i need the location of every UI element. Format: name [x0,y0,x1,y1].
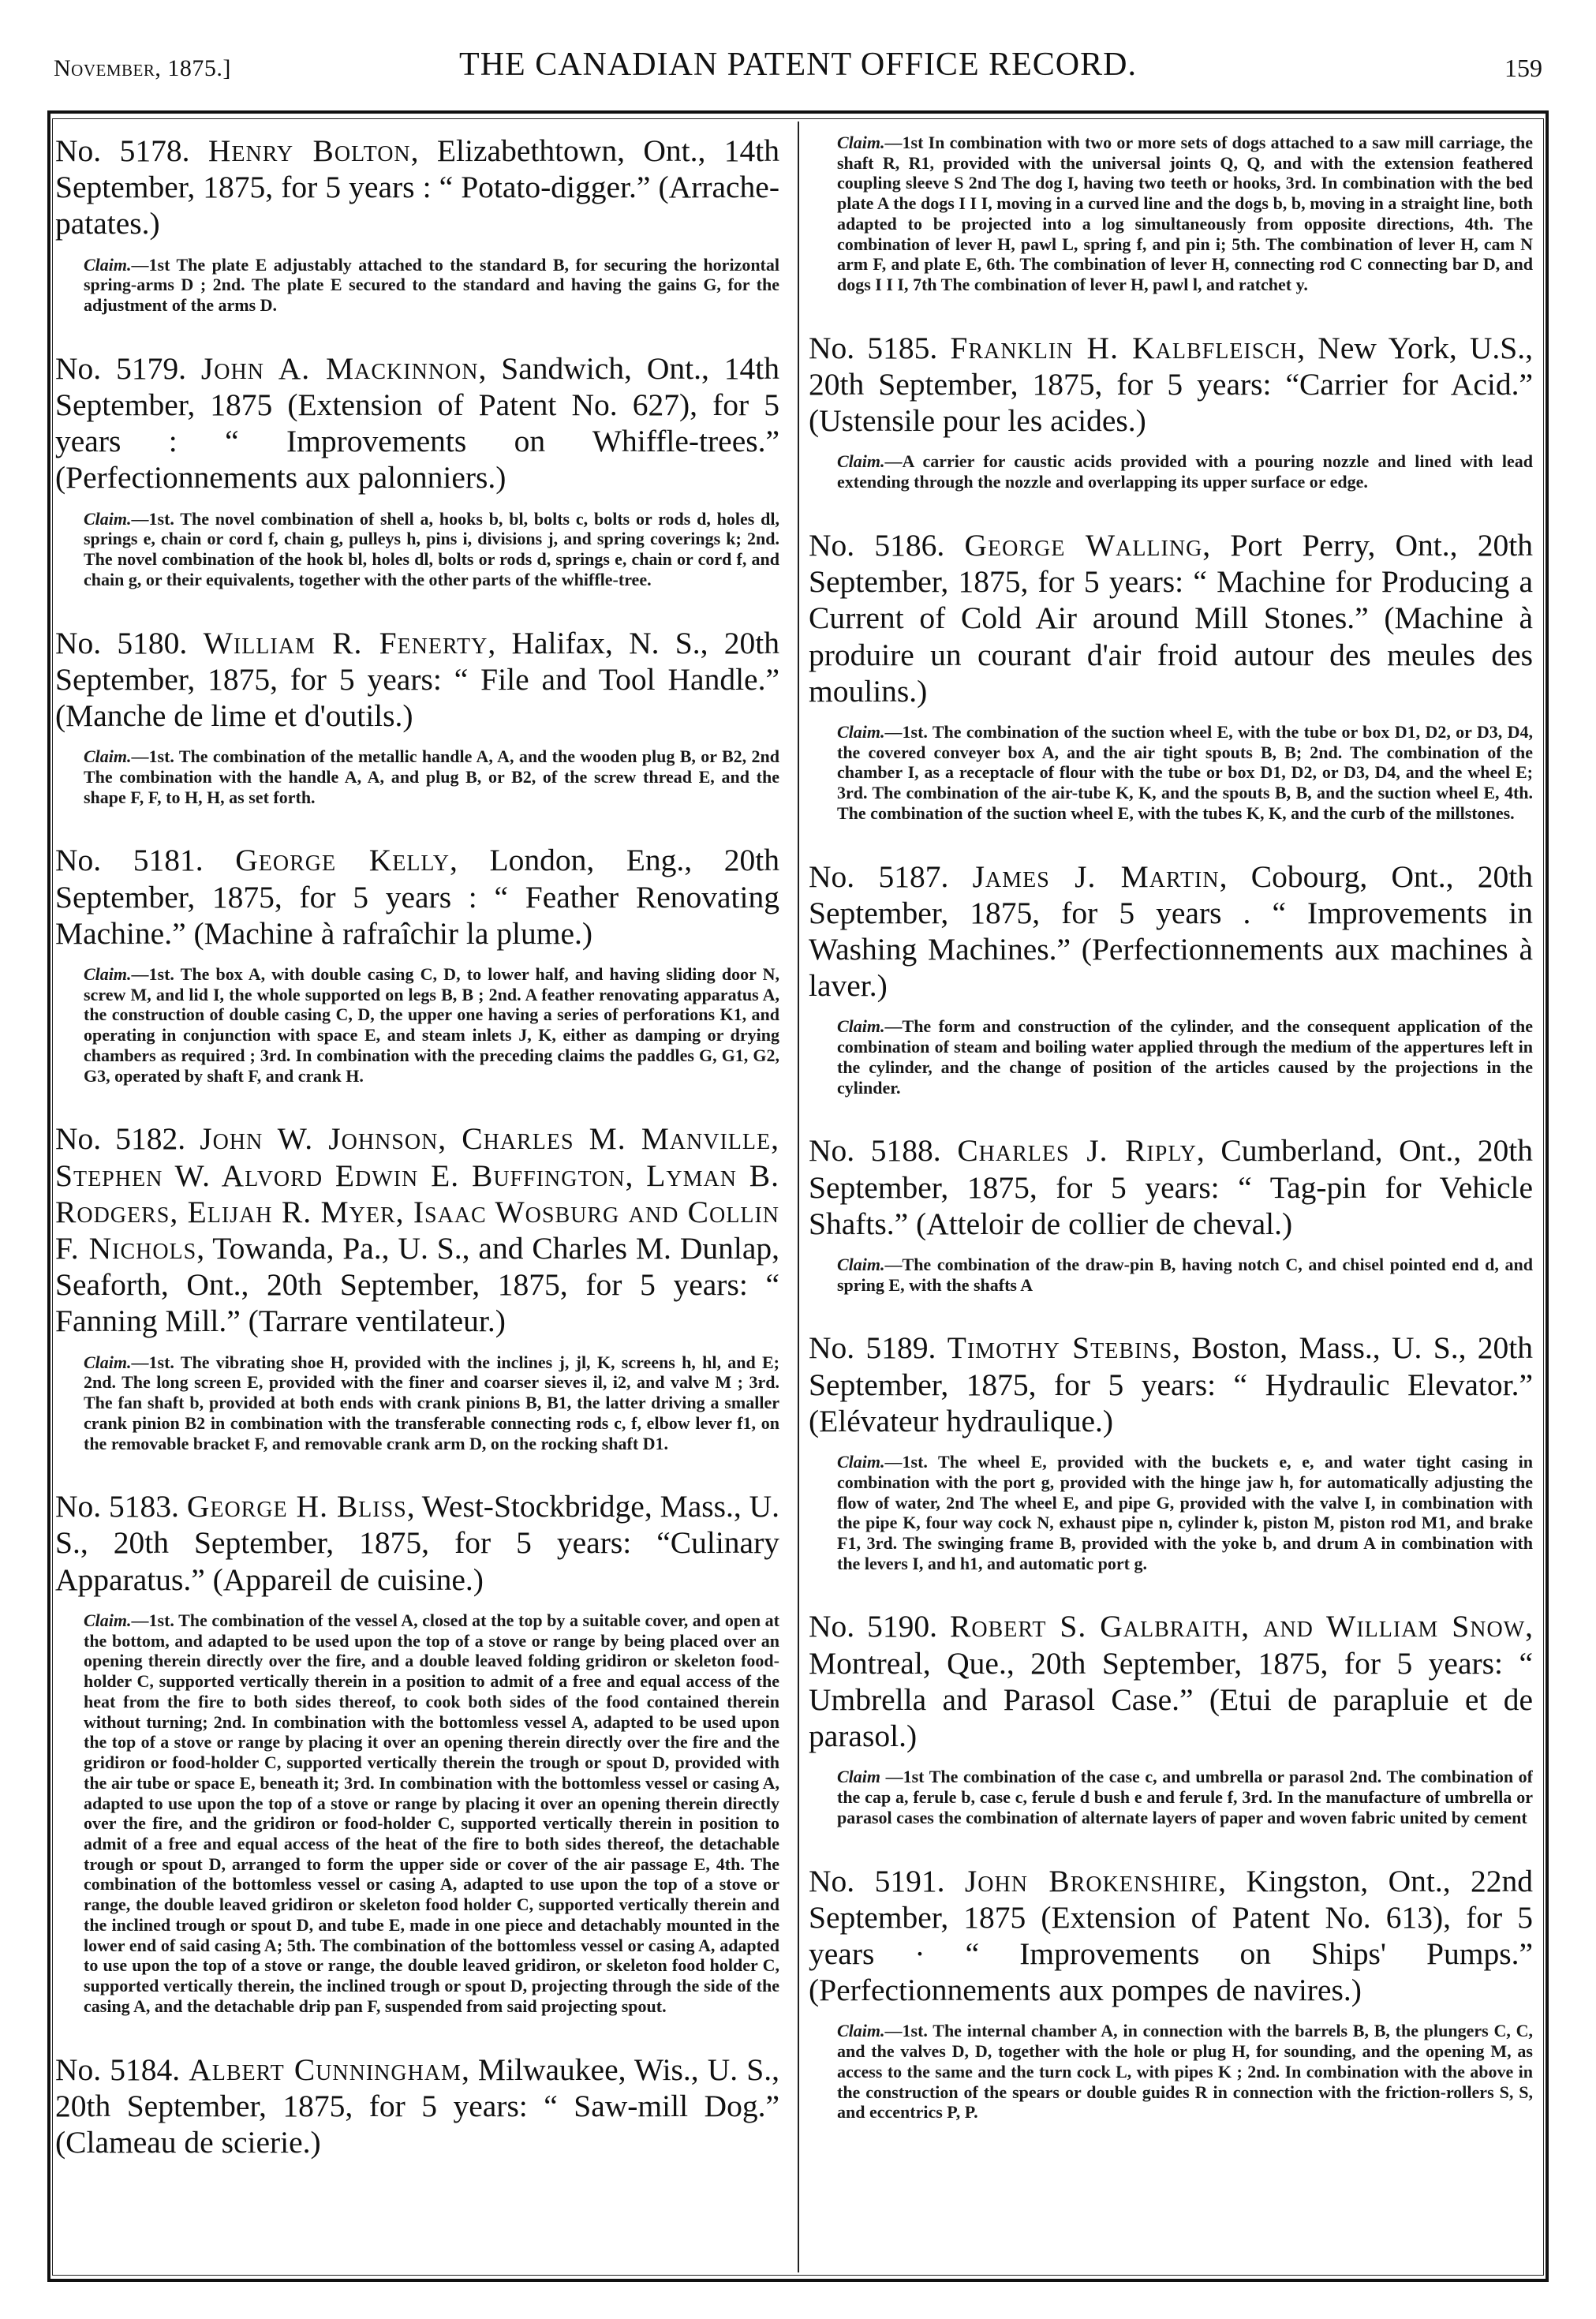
claim-body: —The combination of the draw-pin B, having notch C, and chisel pointed end d, and spring E, with the shafts A [837,1255,1533,1295]
patent-entry [55,1120,779,1453]
patent-number: No. 5180. [55,625,188,660]
inventor-name: Henry Bolton [207,133,411,168]
claim-body: —A carrier for caustic acids provided with a pouring nozzle and lined with lead extending through the nozzle and overlapping its upper surface or edge. [837,451,1533,492]
patent-number: No. 5190. [809,1609,937,1644]
patent-entry [55,1488,779,2016]
patent-details: , New York, U.S., 20th September, 1875, for 5 years: “Carrier for Acid.” (Ustensile pour les acides.) [809,330,1533,439]
inventor-name: Charles J. Riply [957,1133,1197,1169]
patent-heading [55,625,779,735]
page-number: 159 [1504,54,1542,82]
claim-label: Claim. [837,133,885,152]
claim-label: Claim. [84,1610,132,1630]
claim-label: Claim. [837,2021,885,2041]
claim-label: Claim. [84,963,132,984]
patent-details: , Boston, Mass., U. S., 20th September, 1875, for 5 years: “ Hydraulic Elevator.” (Elévateur hydraulique.) [809,1330,1533,1438]
left-column [55,133,779,2271]
claim-label: Claim. [84,508,132,529]
patent-details: , Sandwich, Ont., 14th September, 1875 (Extension of Patent No. 627), for 5 years : “ Improvements on Whiffle-trees.” (Perfectionnements aux palonniers.) [55,350,779,496]
patent-heading [55,2052,779,2161]
claim-body: —1st. The vibrating shoe H, provided with the inclines j, jl, K, screens h, hl, and E; 2nd. The long screen E, provided with the finer and coarser sieves il, i2, and valve M ; 3rd. The fan shaft b, provided at both ends with crank pinions B, B1, the latter driving a smaller crank pinion B2 in combination with the transferable connecting rods c, f, elbow lever f1, on the removable bracket F, and removable crank arm D, on the rocking shaft D1. [84,1352,779,1453]
claim-text [84,509,779,590]
claim-text [837,722,1533,824]
patent-number: No. 5179. [55,350,186,386]
claim-body: —1st In combination with two or more sets of dogs attached to a saw mill carriage, the shaft R, R1, provided with the universal joints Q, Q, and with the extension feathered coupling sleeve S 2nd The dog I, having two teeth or hooks, 3rd. In combination with the bed plate A the dogs I I I, moving in a curved line and the dogs b, b, moving in a straight line, both adapted to be projected into a log simultaneously from opposite directions, 4th. The combination of lever H, pawl L, spring f, and pin i; 5th. The combination of lever H, cam N arm F, and plate E, 6th. The combination of lever H, connecting rod C connecting bar D, and dogs I I I, 7th The combination of lever H, pawl l, and ratchet y. [837,133,1533,295]
claim-body: —The form and construction of the cylinder, and the consequent application of the combination of steam and boiling water applied through the medium of the appertures left in the cylinder, and the change of position of the articles caused by the projections in the cylinder. [837,1016,1533,1098]
claim-label: Claim. [837,1255,885,1274]
patent-number: No. 5184. [55,2052,181,2087]
patent-number: No. 5178. [55,133,190,168]
patent-heading [809,858,1533,1004]
claim-text [84,1610,779,2017]
patent-number: No. 5191. [809,1863,945,1898]
patent-entry [809,858,1533,1098]
inventor-name: John A. Mackinnon [200,350,479,386]
patent-details: , Port Perry, Ont., 20th September, 1875, for 5 years: “ Machine for Producing a Current of Cold Air around Mill Stones.” (Machine à produire un courant d'air froid autour des meules des moulins.) [809,527,1533,709]
patent-number: No. 5189. [809,1330,936,1366]
patent-details: , Halifax, N. S., 20th September, 1875, for 5 years: “ File and Tool Handle.” (Manche de lime et d'outils.) [55,625,779,733]
claim-label: Claim. [837,1452,885,1472]
claim-text [84,964,779,1086]
patent-heading [55,350,779,496]
inventor-name: Albert Cunningham [189,2052,462,2087]
patent-details: , Cobourg, Ont., 20th September, 1875, for 5 years . “ Improvements in Washing Machines.” (Perfectionnements aux machines à laver.) [809,858,1533,1004]
claim-text [84,1352,779,1454]
patent-entry [809,1863,1533,2123]
inventor-name: William R. Fenerty [203,625,488,660]
claim-body: —1st The plate E adjustably attached to the standard B, for securing the horizontal spring-arms D ; 2nd. The plate E secured to the standard and having the gains G, for the adjustment of the arms D. [84,254,779,316]
patent-details: , Towanda, Pa., U. S., and Charles M. Dunlap, Seaforth, Ont., 20th September, 1875, for 5 years: “ Fanning Mill.” (Tarrare ventilateur.) [55,1231,779,1339]
patent-heading [809,330,1533,439]
inventor-name: John Brokenshire [964,1863,1219,1898]
claim-label: Claim. [837,451,885,472]
patent-heading [809,1330,1533,1439]
patent-details: , West-Stockbridge, Mass., U. S., 20th September, 1875, for 5 years: “Culinary Apparatus.” (Appareil de cuisine.) [55,1489,779,1597]
patent-entry [809,527,1533,824]
patent-number: No. 5185. [809,330,938,365]
inventor-name: Timothy Stebins [947,1330,1173,1366]
inventor-name: Franklin H. Kalbfleisch [950,330,1298,365]
claim-text [837,451,1533,492]
claim-label: Claim. [84,1352,132,1372]
patent-heading [809,1132,1533,1242]
patent-details: , Kingston, Ont., 22nd September, 1875 (Extension of Patent No. 613), for 5 years · “ Improvements on Ships' Pumps.” (Perfectionnements aux pompes de navires.) [809,1863,1533,2008]
claim-label: Claim. [84,746,132,767]
claim-body: —1st. The wheel E, provided with the buckets e, e, and water tight casing in combination with the port g, provided with the hinge jaw h, for automatically adjusting the flow of water, 2nd The wheel E, and pipe G, provided with the valve I, in combination with the pipe K, four way cock N, exhaust pipe n, cylinder k, piston M, piston rod M1, and brake F1, 3rd. The swinging frame B, provided with the yoke b, and drum A in combination with the levers I, and h1, and automatic port g. [837,1452,1533,1573]
patent-heading [55,133,779,242]
claim-text [837,133,1533,295]
publication-title: THE CANADIAN PATENT OFFICE RECORD. [459,47,1137,83]
issue-date: November, 1875.] [54,55,231,81]
patent-heading [809,1608,1533,1754]
column-divider [798,122,799,2272]
patent-number: No. 5182. [55,1121,186,1157]
patent-details: , Milwaukee, Wis., U. S., 20th September, 1875, for 5 years: “ Saw-mill Dog.” (Clameau de scierie.) [55,2052,779,2160]
inventor-name: Robert S. Galbraith, and William Snow [949,1609,1526,1644]
right-column [809,133,1533,2271]
patent-number: No. 5181. [55,843,204,878]
claim-label: Claim. [837,1016,885,1037]
inventor-name: James J. Martin [972,858,1220,894]
claim-label: Claim. [837,721,885,742]
patent-number: No. 5188. [809,1133,941,1169]
patent-entry [809,133,1533,295]
page-header [54,46,1542,93]
inventor-name: John W. Johnson, Charles M. Manville, Stephen W. Alvord Edwin E. Buffington, Lyman B. Rodgers, Elijah R. Myer, Isaac Wosburg and Collin F. Nichols [55,1121,779,1266]
patent-entry [809,1132,1533,1295]
patent-number: No. 5183. [55,1489,179,1524]
claim-text [84,746,779,807]
claim-text [837,1452,1533,1573]
patent-details: , Elizabethtown, Ont., 14th September, 1875, for 5 years : “ Potato-digger.” (Arrache-patates.) [55,133,779,241]
claim-body: —1st. The novel combination of shell a, hooks b, bl, bolts c, bolts or rods d, holes dl, springs e, chain or cord f, chain g, pulleys h, pins i, divisions j, and spring coverings k; 2nd. The novel combination of the hook bl, holes dl, bolts or rods d, springs e, chain or cord f, and chain g, or their equivalents, together with the other parts of the whiffle-tree. [84,508,779,589]
claim-text [84,255,779,316]
claim-body: —1st. The internal chamber A, in connection with the barrels B, B, the plungers C, C, and the valves D, D, together with the hole or plug H, for sounding, and the opening M, as access to the same and the turn cock L, with pipes K ; 2nd. In combination with the above in the construction of the spears or double guides R in connection with the friction-rollers S, S, and eccentrics P, P. [837,2021,1533,2123]
patent-entry [809,330,1533,492]
patent-entry [55,2052,779,2161]
claim-body: —1st. The combination of the vessel A, closed at the top by a suitable cover, and open at the bottom, and adapted to be used upon the top of a stove or range by being placed over an opening therein directly over the fire, and a double leaved folding gridiron or skeleton food-holder C, supported vertically therein in a position to admit of a free and equal access of the heat from the fire to both sides thereof, to cook both sides of the food contained therein without turning; 2nd. In combination with the bottomless vessel A, adapted to be used upon the top of a stove or range by placing it over an opening therein directly over the fire and the gridiron or food-holder C, supported vertically therein the trough or spout D, provided with the air tube or space E, beneath it; 3rd. In combination with the bottomless vessel or casing A, adapted to use upon the top of a stove or range by placing it over an opening therein directly over the fire, and the gridiron or food-holder C, supported vertically therein in position to admit of a free and equal access of the heat of the fire to both sides thereof, the detachable trough or spout D, arranged to form the upper side or cover of the air passage E, 4th. The combination of the bottomless vessel or casing A, adapted to use upon the top of a stove or range, the double leaved gridiron or skeleton food holder C, supported vertically therein and the inclined trough or spout D, and tube E, made in one piece and detachably mounted in the lower end of said casing A; 5th. The combination of the bottomless vessel or casing A, adapted to use upon the top of a stove or range, the double leaved gridiron, or skeleton food holder C, supported vertically therein, the inclined trough or spout D, projecting through the side of the casing A, and the detachable drip pan F, suspended from said projecting spout. [84,1610,779,2016]
claim-body: —1st. The combination of the suction wheel E, with the tube or box D1, D2, or D3, D4, the covered conveyer box A, and the air tight spouts B, B; 2nd. The combination of the chamber I, as a receptacle of flour with the tube or box D1, D2, or D3, D4, and the wheel E; 3rd. The combination of the air-tube K, K, and the spouts B, B, and the suction wheel E, 4th. The combination of the suction wheel E, with the tubes K, K, and the curb of the millstones. [837,721,1533,823]
patent-heading [55,842,779,952]
claim-body: —1st. The box A, with double casing C, D, to lower half, and having sliding door N, screw M, and lid I, the whole supported on legs B, B ; 2nd. A feather renovating apparatus A, the construction of double casing C, D, the upper one having a series of perforations K1, and operating in conjunction with space E, and steam inlets J, K, either as damping or drying chambers as required ; 3rd. In combination with the preceding claims the paddles G, G1, G2, G3, operated by shaft F, and crank H. [84,963,779,1086]
claim-text [837,1016,1533,1098]
patent-heading [809,1863,1533,2009]
claim-text [837,1767,1533,1827]
patent-entry [55,842,779,1086]
claim-body: —1st. The combination of the metallic handle A, A, and the wooden plug B, or B2, 2nd The combination with the handle A, A, and plug B, or B2, of the screw thread E, and the shape F, F, to H, H, as set forth. [84,746,779,807]
patent-entry [55,350,779,590]
claim-text [837,2021,1533,2123]
inventor-name: George Walling [964,527,1203,563]
patent-heading [809,527,1533,709]
patent-heading [55,1120,779,1339]
patent-entry [55,625,779,808]
patent-details: , London, Eng., 20th September, 1875, for 5 years : “ Feather Renovating Machine.” (Machine à rafraîchir la plume.) [55,843,779,951]
patent-entry [55,133,779,316]
claim-text [837,1255,1533,1295]
claim-body: —1st The combination of the case c, and umbrella or parasol 2nd. The combination of the cap a, ferule b, case c, ferule d bush e and ferule f, 3rd. In the manufacture of umbrella or parasol cases the combination of alternate layers of paper and woven fabric united by cement [837,1767,1533,1827]
patent-details: , Cumberland, Ont., 20th September, 1875, for 5 years: “ Tag-pin for Vehicle Shafts.” (Atteloir de collier de cheval.) [809,1133,1533,1241]
inventor-name: George Kelly [235,843,450,878]
patent-entry [809,1608,1533,1827]
patent-heading [55,1488,779,1598]
claim-label: Claim [837,1767,881,1787]
patent-details: , Montreal, Que., 20th September, 1875, for 5 years: “ Umbrella and Parasol Case.” (Etui de parapluie et de parasol.) [809,1609,1533,1754]
patent-number: No. 5186. [809,527,945,563]
inventor-name: George H. Bliss [186,1489,407,1524]
patent-entry [809,1330,1533,1573]
patent-number: No. 5187. [809,858,949,894]
claim-label: Claim. [84,254,132,275]
